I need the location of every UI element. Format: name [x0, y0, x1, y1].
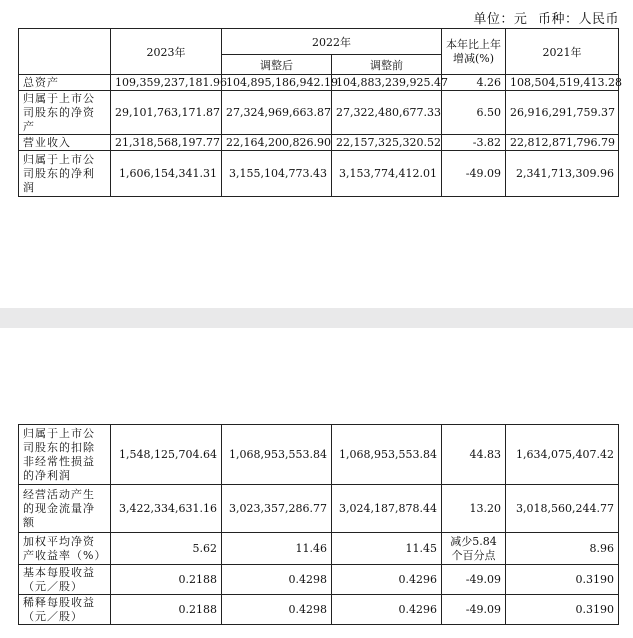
- table-row: [19, 91, 619, 135]
- table-row: [19, 565, 619, 595]
- table-row: [19, 151, 619, 197]
- value-2022-adjusted-before: 27,322,480,677.33: [332, 91, 442, 135]
- value-2022-adjusted-before: 11.45: [332, 533, 442, 565]
- table-row: [19, 425, 619, 485]
- value-2022-adjusted-after: 3,023,357,286.77: [222, 485, 332, 533]
- value-2022-adjusted-after: 3,155,104,773.43: [222, 151, 332, 197]
- value-2021: 108,504,519,413.28: [506, 75, 619, 91]
- value-2021: 22,812,871,796.79: [506, 135, 619, 151]
- value-2022-adjusted-before: 3,153,774,412.01: [332, 151, 442, 197]
- row-label: 总资产: [19, 75, 111, 91]
- value-2023: 0.2188: [111, 595, 222, 625]
- value-2022-adjusted-after: 0.4298: [222, 595, 332, 625]
- value-change: 44.83: [442, 425, 506, 485]
- value-2023: 5.62: [111, 533, 222, 565]
- value-2021: 0.3190: [506, 595, 619, 625]
- row-label: 归属于上市公司股东的扣除非经常性损益的净利润: [19, 425, 111, 485]
- value-2022-adjusted-after: 11.46: [222, 533, 332, 565]
- page-separator: [0, 308, 633, 328]
- value-2023: 0.2188: [111, 565, 222, 595]
- col-header-2021: 2021年: [506, 29, 619, 75]
- header-blank-cell: [19, 29, 111, 75]
- row-label: 归属于上市公司股东的净利润: [19, 151, 111, 197]
- row-label: 营业收入: [19, 135, 111, 151]
- col-header-adjusted-after: 调整后: [222, 55, 332, 75]
- unit-currency-line: [467, 8, 619, 27]
- value-2023: 1,606,154,341.31: [111, 151, 222, 197]
- value-2021: 1,634,075,407.42: [506, 425, 619, 485]
- financial-table-bottom: [18, 424, 619, 625]
- value-2021: 8.96: [506, 533, 619, 565]
- value-2021: 0.3190: [506, 565, 619, 595]
- value-2022-adjusted-before: 1,068,953,553.84: [332, 425, 442, 485]
- currency-label: 币种：人民币: [537, 12, 619, 27]
- value-change: -3.82: [442, 135, 506, 151]
- value-2022-adjusted-before: 0.4296: [332, 595, 442, 625]
- col-header-adjusted-before: 调整前: [332, 55, 442, 75]
- table-row: [19, 75, 619, 91]
- row-label: 基本每股收益（元／股）: [19, 565, 111, 595]
- col-header-2022: 2022年: [222, 29, 442, 55]
- col-header-change: 本年比上年增减(%): [442, 29, 506, 75]
- value-2023: 21,318,568,197.77: [111, 135, 222, 151]
- row-label: 稀释每股收益（元／股）: [19, 595, 111, 625]
- row-label: 经营活动产生的现金流量净额: [19, 485, 111, 533]
- row-label: 归属于上市公司股东的净资产: [19, 91, 111, 135]
- value-2022-adjusted-after: 22,164,200,826.90: [222, 135, 332, 151]
- unit-label: 单位：元: [473, 12, 528, 27]
- value-2023: 3,422,334,631.16: [111, 485, 222, 533]
- value-2023: 29,101,763,171.87: [111, 91, 222, 135]
- value-2022-adjusted-after: 27,324,969,663.87: [222, 91, 332, 135]
- value-change: 13.20: [442, 485, 506, 533]
- value-change: -49.09: [442, 565, 506, 595]
- value-2021: 26,916,291,759.37: [506, 91, 619, 135]
- table-row: [19, 485, 619, 533]
- value-change: 4.26: [442, 75, 506, 91]
- value-2022-adjusted-before: 3,024,187,878.44: [332, 485, 442, 533]
- value-change: -49.09: [442, 595, 506, 625]
- col-header-2023: 2023年: [111, 29, 222, 75]
- value-2022-adjusted-before: 104,883,239,925.47: [332, 75, 442, 91]
- table-row: [19, 533, 619, 565]
- table-row: [19, 595, 619, 625]
- value-change: 减少5.84个百分点: [442, 533, 506, 565]
- value-change: -49.09: [442, 151, 506, 197]
- value-change: 6.50: [442, 91, 506, 135]
- row-label: 加权平均净资产收益率（%）: [19, 533, 111, 565]
- table-row: [19, 135, 619, 151]
- value-2022-adjusted-after: 1,068,953,553.84: [222, 425, 332, 485]
- value-2021: 3,018,560,244.77: [506, 485, 619, 533]
- value-2022-adjusted-after: 104,895,186,942.19: [222, 75, 332, 91]
- financial-table-top: [18, 28, 622, 197]
- value-2023: 109,359,237,181.96: [111, 75, 222, 91]
- value-2022-adjusted-before: 22,157,325,320.52: [332, 135, 442, 151]
- value-2023: 1,548,125,704.64: [111, 425, 222, 485]
- value-2022-adjusted-after: 0.4298: [222, 565, 332, 595]
- value-2021: 2,341,713,309.96: [506, 151, 619, 197]
- value-2022-adjusted-before: 0.4296: [332, 565, 442, 595]
